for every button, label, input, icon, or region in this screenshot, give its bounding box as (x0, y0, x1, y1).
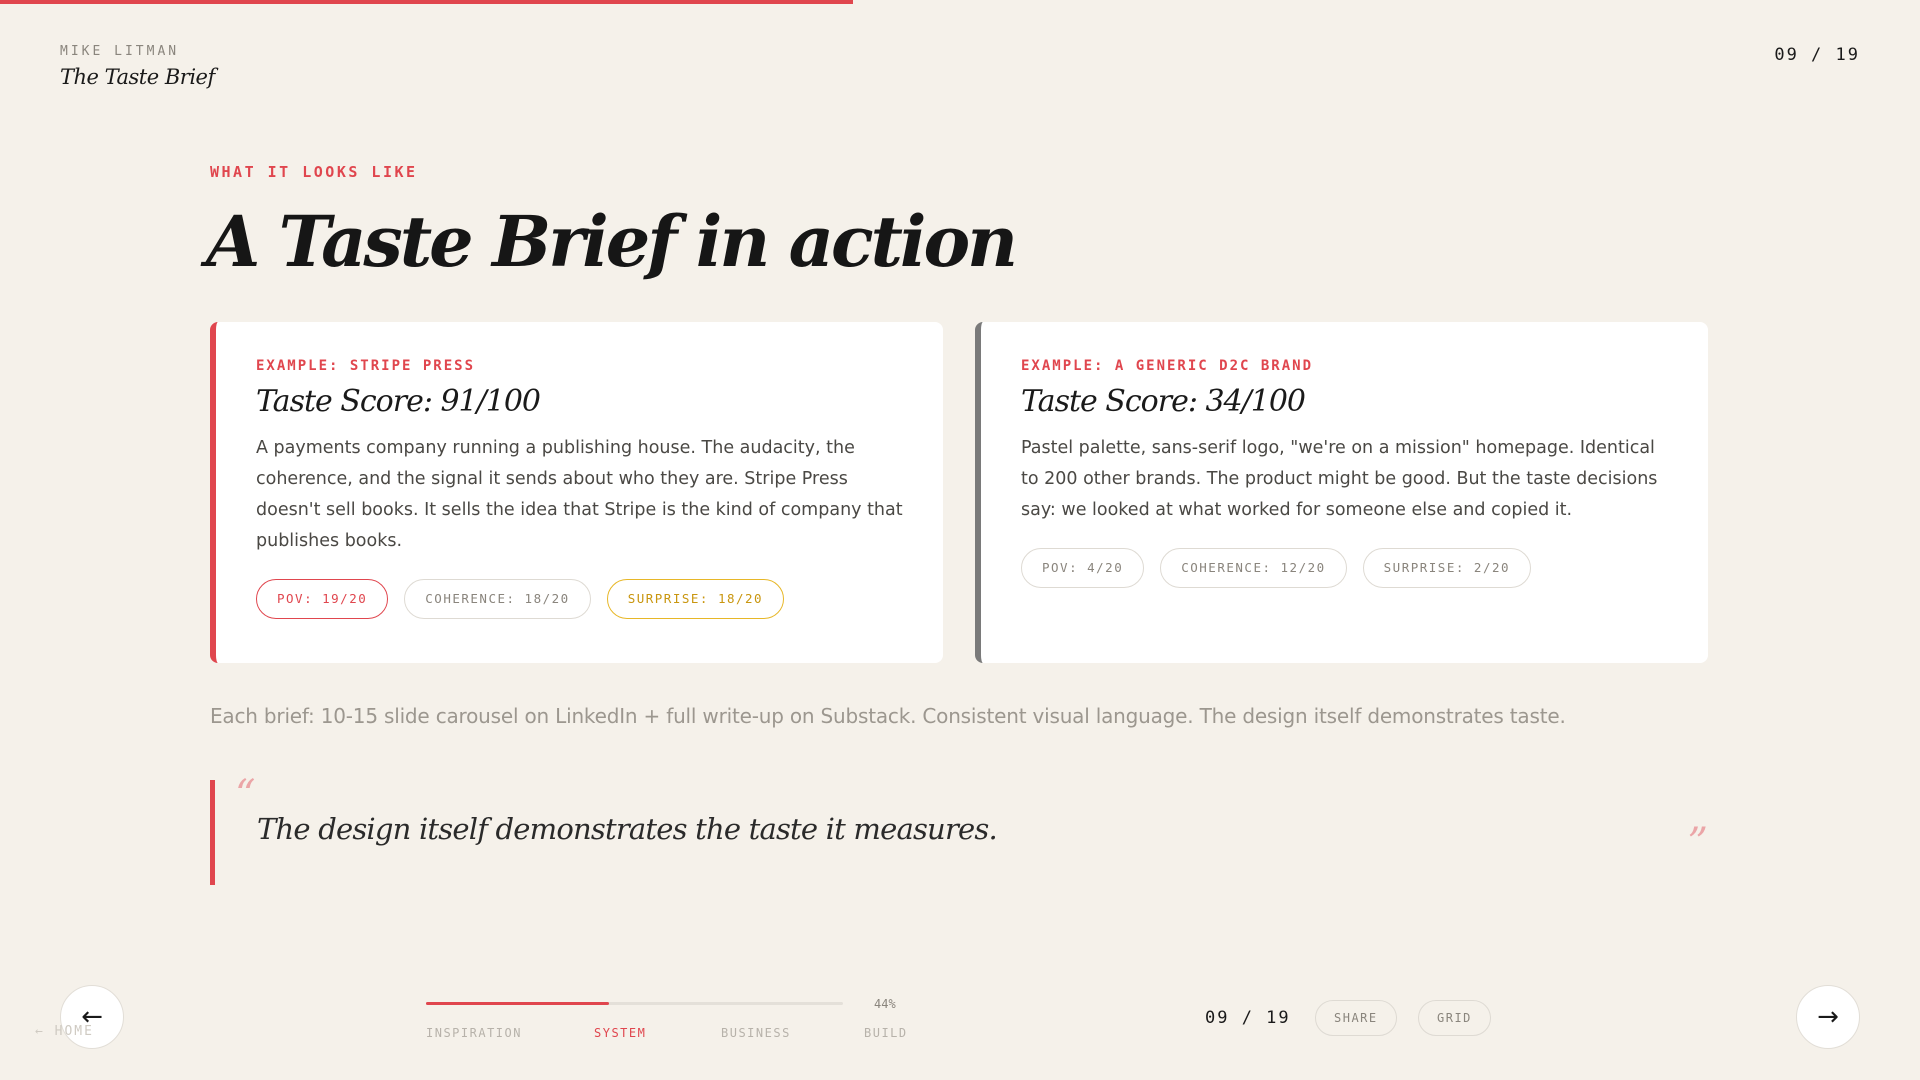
section-inspiration[interactable]: INSPIRATION (426, 1026, 522, 1040)
top-progress-bar (0, 0, 853, 4)
pull-quote (210, 772, 1708, 885)
brand-author: MIKE LITMAN (60, 44, 180, 59)
card-description: A payments company running a publishing house. The audacity, the coherence, and the signal it sends about who they are. Stripe Press doesn't sell books. It sells the idea that Stripe is the kind of company that publishes books. (256, 438, 903, 551)
example-card-generic-d2c (975, 322, 1708, 663)
taste-score: Taste Score: 91/100 (256, 384, 541, 419)
grid-button[interactable]: GRID (1418, 1000, 1491, 1036)
pov-pill: POV: 19/20 (256, 579, 388, 619)
section-progress-fill (426, 1002, 609, 1005)
quote-text: The design itself demonstrates the taste it measures. (257, 812, 997, 846)
pov-pill: POV: 4/20 (1021, 548, 1144, 588)
prev-slide-button[interactable]: ← (60, 985, 124, 1049)
coherence-pill: COHERENCE: 18/20 (404, 579, 590, 619)
slide-eyebrow: WHAT IT LOOKS LIKE (210, 163, 418, 181)
taste-score: Taste Score: 34/100 (1021, 384, 1306, 419)
close-quote-mark: ” (1687, 820, 1708, 866)
open-quote-mark: “ (235, 772, 256, 818)
share-button[interactable]: SHARE (1315, 1000, 1397, 1036)
slide-counter-bottom: 09 / 19 (1205, 1008, 1291, 1028)
slide-headline: A Taste Brief in action (206, 200, 1016, 283)
section-build[interactable]: BUILD (864, 1026, 908, 1040)
brand-title: The Taste Brief (60, 65, 215, 89)
surprise-pill: SURPRISE: 2/20 (1363, 548, 1531, 588)
example-card-stripe-press (210, 322, 943, 663)
home-link[interactable]: ← HOME (35, 1024, 94, 1039)
card-eyebrow: EXAMPLE: STRIPE PRESS (256, 358, 476, 374)
brand (60, 44, 215, 89)
slide-caption: Each brief: 10-15 slide carousel on LinkedIn + full write-up on Substack. Consistent visual language. The design itself demonstrates taste. (210, 704, 1566, 728)
section-system[interactable]: SYSTEM (594, 1026, 647, 1040)
coherence-pill: COHERENCE: 12/20 (1160, 548, 1346, 588)
card-description: Pastel palette, sans-serif logo, "we're on a mission" homepage. Identical to 200 other brands. The product might be good. But the taste decisions say: we looked at what worked for someone else and copied it. (1021, 438, 1658, 520)
section-business[interactable]: BUSINESS (721, 1026, 791, 1040)
score-pills (1021, 548, 1668, 588)
section-progress-track (426, 1002, 843, 1005)
next-slide-button[interactable]: → (1796, 985, 1860, 1049)
score-pills (256, 579, 903, 619)
slide-counter-top: 09 / 19 (1774, 45, 1860, 65)
progress-percent: 44% (874, 997, 896, 1011)
card-eyebrow: EXAMPLE: A GENERIC D2C BRAND (1021, 358, 1314, 374)
surprise-pill: SURPRISE: 18/20 (607, 579, 784, 619)
